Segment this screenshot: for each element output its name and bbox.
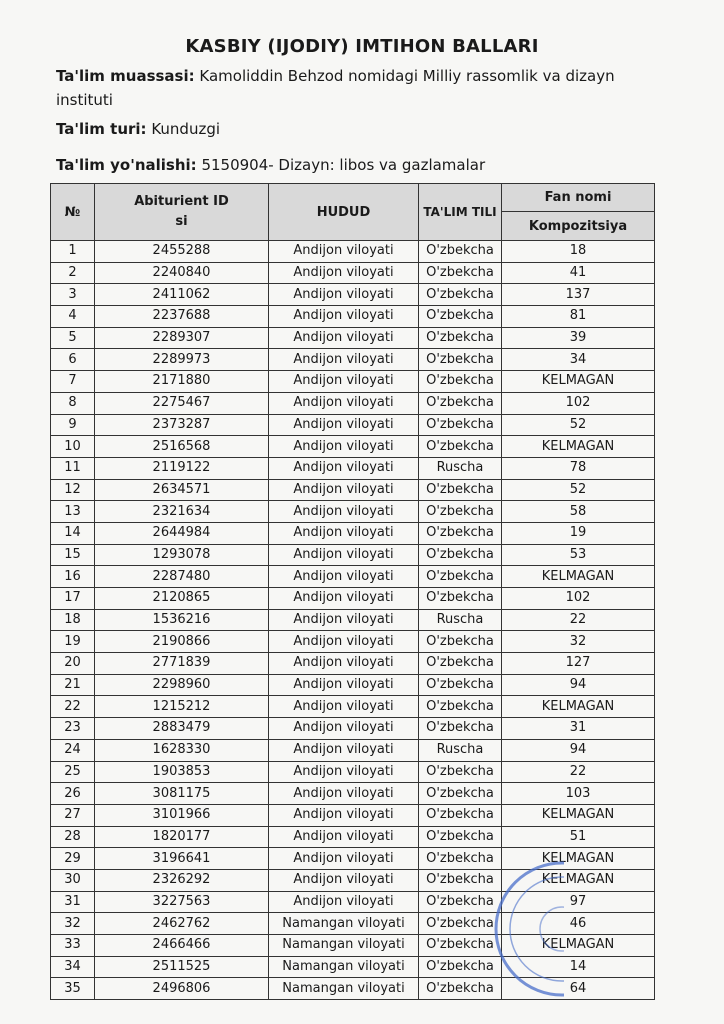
row-number-cell: 32 xyxy=(51,913,95,935)
applicant-id-cell: 2883479 xyxy=(95,718,269,740)
header-region: HUDUD xyxy=(269,184,419,241)
row-number-cell: 25 xyxy=(51,761,95,783)
score-cell: KELMAGAN xyxy=(502,935,655,957)
row-number-cell: 27 xyxy=(51,804,95,826)
row-number-cell: 17 xyxy=(51,588,95,610)
language-cell: O'zbekcha xyxy=(419,653,502,675)
applicant-id-cell: 2644984 xyxy=(95,522,269,544)
institution-line xyxy=(56,64,666,112)
language-cell: O'zbekcha xyxy=(419,522,502,544)
row-number-cell: 9 xyxy=(51,414,95,436)
table-row xyxy=(51,371,655,393)
applicant-id-cell: 2326292 xyxy=(95,869,269,891)
table-row xyxy=(51,739,655,761)
language-cell: O'zbekcha xyxy=(419,696,502,718)
table-row xyxy=(51,696,655,718)
region-cell: Andijon viloyati xyxy=(269,436,419,458)
language-cell: O'zbekcha xyxy=(419,371,502,393)
row-number-cell: 12 xyxy=(51,479,95,501)
language-cell: O'zbekcha xyxy=(419,284,502,306)
score-cell: KELMAGAN xyxy=(502,804,655,826)
table-row xyxy=(51,913,655,935)
row-number-cell: 20 xyxy=(51,653,95,675)
region-cell: Andijon viloyati xyxy=(269,241,419,263)
table-row xyxy=(51,609,655,631)
score-cell: 46 xyxy=(502,913,655,935)
applicant-id-cell: 2516568 xyxy=(95,436,269,458)
table-row xyxy=(51,306,655,328)
row-number-cell: 21 xyxy=(51,674,95,696)
applicant-id-cell: 1536216 xyxy=(95,609,269,631)
region-cell: Andijon viloyati xyxy=(269,349,419,371)
table-row xyxy=(51,869,655,891)
score-cell: KELMAGAN xyxy=(502,869,655,891)
row-number-cell: 22 xyxy=(51,696,95,718)
language-cell: O'zbekcha xyxy=(419,501,502,523)
applicant-id-cell: 2275467 xyxy=(95,392,269,414)
table-row xyxy=(51,653,655,675)
row-number-cell: 14 xyxy=(51,522,95,544)
applicant-id-cell: 3081175 xyxy=(95,783,269,805)
language-cell: O'zbekcha xyxy=(419,674,502,696)
language-cell: O'zbekcha xyxy=(419,327,502,349)
applicant-id-cell: 2455288 xyxy=(95,241,269,263)
region-cell: Andijon viloyati xyxy=(269,284,419,306)
score-cell: 19 xyxy=(502,522,655,544)
region-cell: Andijon viloyati xyxy=(269,414,419,436)
scores-table xyxy=(50,183,655,1000)
region-cell: Andijon viloyati xyxy=(269,544,419,566)
region-cell: Andijon viloyati xyxy=(269,869,419,891)
table-row xyxy=(51,761,655,783)
score-cell: 52 xyxy=(502,479,655,501)
score-cell: KELMAGAN xyxy=(502,566,655,588)
score-cell: 22 xyxy=(502,761,655,783)
score-cell: 102 xyxy=(502,392,655,414)
table-row xyxy=(51,284,655,306)
table-row xyxy=(51,544,655,566)
row-number-cell: 16 xyxy=(51,566,95,588)
region-cell: Andijon viloyati xyxy=(269,718,419,740)
language-cell: O'zbekcha xyxy=(419,804,502,826)
score-cell: 52 xyxy=(502,414,655,436)
region-cell: Andijon viloyati xyxy=(269,804,419,826)
region-cell: Andijon viloyati xyxy=(269,306,419,328)
score-cell: 58 xyxy=(502,501,655,523)
score-cell: KELMAGAN xyxy=(502,848,655,870)
table-row xyxy=(51,501,655,523)
row-number-cell: 23 xyxy=(51,718,95,740)
language-cell: O'zbekcha xyxy=(419,848,502,870)
region-cell: Namangan viloyati xyxy=(269,935,419,957)
row-number-cell: 35 xyxy=(51,978,95,1000)
region-cell: Andijon viloyati xyxy=(269,457,419,479)
row-number-cell: 1 xyxy=(51,241,95,263)
region-cell: Andijon viloyati xyxy=(269,653,419,675)
language-cell: O'zbekcha xyxy=(419,978,502,1000)
language-cell: O'zbekcha xyxy=(419,306,502,328)
applicant-id-cell: 1215212 xyxy=(95,696,269,718)
row-number-cell: 13 xyxy=(51,501,95,523)
applicant-id-cell: 2411062 xyxy=(95,284,269,306)
row-number-cell: 24 xyxy=(51,739,95,761)
row-number-cell: 6 xyxy=(51,349,95,371)
direction-label: Ta'lim yo'nalishi: xyxy=(56,156,197,174)
region-cell: Andijon viloyati xyxy=(269,761,419,783)
score-cell: 34 xyxy=(502,349,655,371)
score-cell: 22 xyxy=(502,609,655,631)
score-cell: 94 xyxy=(502,674,655,696)
score-cell: 39 xyxy=(502,327,655,349)
applicant-id-cell: 2289973 xyxy=(95,349,269,371)
region-cell: Andijon viloyati xyxy=(269,392,419,414)
row-number-cell: 28 xyxy=(51,826,95,848)
language-cell: O'zbekcha xyxy=(419,935,502,957)
applicant-id-cell: 2634571 xyxy=(95,479,269,501)
row-number-cell: 3 xyxy=(51,284,95,306)
row-number-cell: 18 xyxy=(51,609,95,631)
region-cell: Andijon viloyati xyxy=(269,609,419,631)
table-row xyxy=(51,522,655,544)
table-row xyxy=(51,848,655,870)
row-number-cell: 11 xyxy=(51,457,95,479)
language-cell: O'zbekcha xyxy=(419,566,502,588)
score-cell: 103 xyxy=(502,783,655,805)
table-row xyxy=(51,479,655,501)
region-cell: Andijon viloyati xyxy=(269,566,419,588)
header-subject: Fan nomi xyxy=(502,184,655,212)
applicant-id-cell: 3196641 xyxy=(95,848,269,870)
study-type-value: Kunduzgi xyxy=(151,120,221,138)
language-cell: O'zbekcha xyxy=(419,479,502,501)
language-cell: O'zbekcha xyxy=(419,631,502,653)
region-cell: Andijon viloyati xyxy=(269,826,419,848)
score-cell: KELMAGAN xyxy=(502,436,655,458)
row-number-cell: 7 xyxy=(51,371,95,393)
region-cell: Andijon viloyati xyxy=(269,479,419,501)
score-cell: 78 xyxy=(502,457,655,479)
language-cell: O'zbekcha xyxy=(419,826,502,848)
header-num: № xyxy=(51,184,95,241)
score-cell: 64 xyxy=(502,978,655,1000)
header-subject-name: Kompozitsiya xyxy=(502,212,655,241)
applicant-id-cell: 1628330 xyxy=(95,739,269,761)
header-language: TA'LIM TILI xyxy=(419,184,502,241)
table-row xyxy=(51,392,655,414)
table-row xyxy=(51,327,655,349)
applicant-id-cell: 3101966 xyxy=(95,804,269,826)
language-cell: O'zbekcha xyxy=(419,392,502,414)
table-row xyxy=(51,631,655,653)
score-cell: KELMAGAN xyxy=(502,696,655,718)
region-cell: Andijon viloyati xyxy=(269,696,419,718)
applicant-id-cell: 2171880 xyxy=(95,371,269,393)
language-cell: O'zbekcha xyxy=(419,414,502,436)
institution-value: Kamoliddin Behzod nomidagi Milliy rassomlik va dizayn instituti xyxy=(56,67,615,109)
institution-label: Ta'lim muassasi: xyxy=(56,67,195,85)
applicant-id-cell: 2373287 xyxy=(95,414,269,436)
region-cell: Andijon viloyati xyxy=(269,739,419,761)
table-row xyxy=(51,241,655,263)
score-cell: 31 xyxy=(502,718,655,740)
table-row xyxy=(51,978,655,1000)
language-cell: Ruscha xyxy=(419,739,502,761)
language-cell: O'zbekcha xyxy=(419,349,502,371)
applicant-id-cell: 1903853 xyxy=(95,761,269,783)
score-cell: 32 xyxy=(502,631,655,653)
language-cell: O'zbekcha xyxy=(419,956,502,978)
region-cell: Andijon viloyati xyxy=(269,783,419,805)
row-number-cell: 33 xyxy=(51,935,95,957)
language-cell: Ruscha xyxy=(419,609,502,631)
row-number-cell: 4 xyxy=(51,306,95,328)
language-cell: O'zbekcha xyxy=(419,718,502,740)
table-row xyxy=(51,891,655,913)
region-cell: Andijon viloyati xyxy=(269,501,419,523)
region-cell: Andijon viloyati xyxy=(269,327,419,349)
table-row xyxy=(51,826,655,848)
header-id: Abiturient ID si xyxy=(95,184,269,241)
applicant-id-cell: 2298960 xyxy=(95,674,269,696)
applicant-id-cell: 2240840 xyxy=(95,262,269,284)
table-row xyxy=(51,783,655,805)
direction-line xyxy=(56,156,485,174)
language-cell: O'zbekcha xyxy=(419,436,502,458)
language-cell: O'zbekcha xyxy=(419,262,502,284)
applicant-id-cell: 2237688 xyxy=(95,306,269,328)
region-cell: Andijon viloyati xyxy=(269,674,419,696)
table-row xyxy=(51,566,655,588)
score-cell: 94 xyxy=(502,739,655,761)
study-type-line xyxy=(56,120,220,138)
table-row xyxy=(51,457,655,479)
applicant-id-cell: 2120865 xyxy=(95,588,269,610)
row-number-cell: 34 xyxy=(51,956,95,978)
table-row xyxy=(51,674,655,696)
applicant-id-cell: 2289307 xyxy=(95,327,269,349)
applicant-id-cell: 1293078 xyxy=(95,544,269,566)
language-cell: O'zbekcha xyxy=(419,588,502,610)
table-row xyxy=(51,349,655,371)
row-number-cell: 31 xyxy=(51,891,95,913)
language-cell: O'zbekcha xyxy=(419,761,502,783)
applicant-id-cell: 2119122 xyxy=(95,457,269,479)
table-row xyxy=(51,414,655,436)
row-number-cell: 10 xyxy=(51,436,95,458)
applicant-id-cell: 2190866 xyxy=(95,631,269,653)
score-cell: 51 xyxy=(502,826,655,848)
applicant-id-cell: 2496806 xyxy=(95,978,269,1000)
language-cell: O'zbekcha xyxy=(419,869,502,891)
region-cell: Andijon viloyati xyxy=(269,371,419,393)
language-cell: O'zbekcha xyxy=(419,913,502,935)
region-cell: Andijon viloyati xyxy=(269,848,419,870)
row-number-cell: 30 xyxy=(51,869,95,891)
direction-value: 5150904- Dizayn: libos va gazlamalar xyxy=(201,156,486,174)
region-cell: Andijon viloyati xyxy=(269,522,419,544)
region-cell: Namangan viloyati xyxy=(269,978,419,1000)
region-cell: Andijon viloyati xyxy=(269,631,419,653)
region-cell: Andijon viloyati xyxy=(269,891,419,913)
table-row xyxy=(51,262,655,284)
row-number-cell: 29 xyxy=(51,848,95,870)
score-cell: 18 xyxy=(502,241,655,263)
score-cell: 41 xyxy=(502,262,655,284)
row-number-cell: 19 xyxy=(51,631,95,653)
table-row xyxy=(51,935,655,957)
language-cell: O'zbekcha xyxy=(419,544,502,566)
region-cell: Andijon viloyati xyxy=(269,588,419,610)
applicant-id-cell: 2511525 xyxy=(95,956,269,978)
table-row xyxy=(51,436,655,458)
row-number-cell: 26 xyxy=(51,783,95,805)
score-cell: 127 xyxy=(502,653,655,675)
language-cell: Ruscha xyxy=(419,457,502,479)
applicant-id-cell: 2321634 xyxy=(95,501,269,523)
row-number-cell: 15 xyxy=(51,544,95,566)
applicant-id-cell: 2462762 xyxy=(95,913,269,935)
applicant-id-cell: 3227563 xyxy=(95,891,269,913)
region-cell: Namangan viloyati xyxy=(269,913,419,935)
applicant-id-cell: 2466466 xyxy=(95,935,269,957)
language-cell: O'zbekcha xyxy=(419,783,502,805)
score-cell: 14 xyxy=(502,956,655,978)
language-cell: O'zbekcha xyxy=(419,241,502,263)
score-cell: 137 xyxy=(502,284,655,306)
score-cell: 81 xyxy=(502,306,655,328)
score-cell: 53 xyxy=(502,544,655,566)
row-number-cell: 2 xyxy=(51,262,95,284)
table-row xyxy=(51,718,655,740)
table-row xyxy=(51,588,655,610)
score-cell: KELMAGAN xyxy=(502,371,655,393)
region-cell: Namangan viloyati xyxy=(269,956,419,978)
applicant-id-cell: 1820177 xyxy=(95,826,269,848)
row-number-cell: 5 xyxy=(51,327,95,349)
table-row xyxy=(51,956,655,978)
row-number-cell: 8 xyxy=(51,392,95,414)
region-cell: Andijon viloyati xyxy=(269,262,419,284)
table-row xyxy=(51,804,655,826)
applicant-id-cell: 2287480 xyxy=(95,566,269,588)
score-cell: 97 xyxy=(502,891,655,913)
applicant-id-cell: 2771839 xyxy=(95,653,269,675)
table-body xyxy=(51,241,655,1000)
language-cell: O'zbekcha xyxy=(419,891,502,913)
score-cell: 102 xyxy=(502,588,655,610)
study-type-label: Ta'lim turi: xyxy=(56,120,147,138)
page-title: KASBIY (IJODIY) IMTIHON BALLARI xyxy=(185,36,539,57)
